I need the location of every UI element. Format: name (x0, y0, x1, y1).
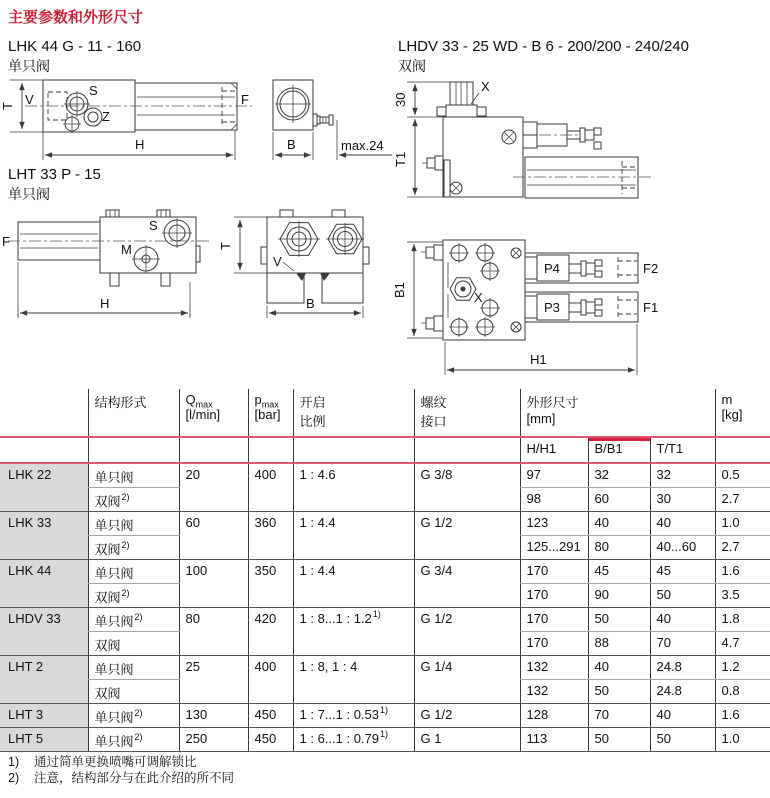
t-dim-cell: 45 (650, 559, 715, 583)
b-dim-cell: 40 (588, 511, 650, 535)
drawing-title-lhdv33: LHDV 33 - 25 WD - B 6 - 200/200 - 240/240 (398, 38, 689, 55)
footnote-2-num: 2) (8, 771, 20, 785)
qmax-cell: 25 (179, 655, 248, 703)
footnote-1-text: 通过简单更换喷嘴可调解锁比 (34, 755, 197, 769)
thread-cell: G 1 (414, 727, 520, 751)
header-structure (88, 389, 179, 437)
h-dim-cell: 97 (520, 463, 588, 487)
thread-cell: G 1/4 (414, 655, 520, 703)
port-label-m: M (121, 242, 132, 257)
subheader-hh1-label: H/H1 (526, 441, 557, 456)
t-dim-cell: 40 (650, 703, 715, 727)
t-dim-cell: 40 (650, 511, 715, 535)
subheader-hh1 (520, 437, 588, 463)
thread-cell: G 3/8 (414, 463, 520, 511)
dim-label-b: B (287, 137, 296, 152)
ratio-cell (293, 511, 414, 559)
type-cell-label: 单只阀 (94, 661, 134, 677)
port-label-s: S (89, 83, 98, 98)
header-pmax (248, 389, 293, 437)
type-cell (88, 559, 179, 583)
header-thread (414, 389, 520, 437)
h-dim-cell: 170 (520, 559, 588, 583)
mass-cell: 1.2 (715, 655, 770, 679)
type-cell (88, 607, 179, 631)
table-row (0, 559, 770, 583)
drawing-lhdv33-bottom (392, 240, 658, 375)
t-dim-cell: 50 (650, 727, 715, 751)
ratio-cell (293, 655, 414, 703)
mass-cell: 0.8 (715, 679, 770, 703)
table-row (0, 607, 770, 631)
drawing-title-lht33: LHT 33 P - 15 (8, 166, 101, 183)
type-cell (88, 727, 179, 751)
b-dim-cell: 32 (588, 463, 650, 487)
header-ratio-line2: 比例 (299, 414, 326, 429)
ratio-cell-label: 1 : 6...1 : 0.79 (299, 730, 379, 746)
type-cell (88, 703, 179, 727)
header-q-unit: [l/min] (185, 407, 221, 422)
pmax-cell: 420 (248, 607, 293, 655)
drawing-subtitle-lhk44: 单只阀 (8, 58, 50, 74)
port-label-x-bottom: X (474, 290, 483, 305)
mass-cell: 1.0 (715, 727, 770, 751)
model-cell: LHT 5 (0, 727, 88, 751)
type-cell-label: 单只阀 (94, 565, 134, 581)
type-cell-sup: 2) (134, 612, 143, 623)
header-thread-line2: 接口 (420, 414, 447, 429)
header-ratio-line1: 开启 (299, 395, 326, 410)
model-cell: LHDV 33 (0, 607, 88, 655)
ratio-cell-label: 1 : 7...1 : 0.53 (299, 706, 379, 722)
pmax-cell: 400 (248, 463, 293, 511)
mass-cell: 2.7 (715, 487, 770, 511)
subheader-bb1 (588, 437, 650, 463)
type-cell-label: 双阀 (94, 589, 121, 605)
dim-label-b: B (306, 296, 315, 311)
footnotes (8, 754, 234, 786)
b-dim-cell: 50 (588, 679, 650, 703)
h-dim-cell: 113 (520, 727, 588, 751)
pmax-cell: 360 (248, 511, 293, 559)
h-dim-cell: 170 (520, 631, 588, 655)
dim-label-b1: B1 (392, 282, 407, 298)
t-dim-cell: 30 (650, 487, 715, 511)
b-dim-cell: 60 (588, 487, 650, 511)
type-cell-label: 单只阀 (94, 709, 134, 725)
header-ratio (293, 389, 414, 437)
t-dim-cell: 50 (650, 583, 715, 607)
qmax-cell: 20 (179, 463, 248, 511)
port-label-f: F (2, 234, 10, 249)
t-dim-cell: 70 (650, 631, 715, 655)
type-cell (88, 631, 179, 655)
qmax-cell: 250 (179, 727, 248, 751)
type-cell-sup: 2) (134, 732, 143, 743)
subheader-spacer (179, 437, 248, 463)
ratio-cell (293, 463, 414, 511)
mass-cell: 1.0 (715, 511, 770, 535)
ratio-cell-sup: 1) (372, 609, 381, 620)
port-label-p3: P3 (544, 300, 560, 315)
ratio-cell-label: 1 : 4.6 (299, 467, 336, 482)
header-dims-unit: [mm] (526, 411, 556, 426)
port-label-f1: F1 (643, 300, 659, 315)
port-label-s: S (149, 218, 158, 233)
t-dim-cell: 32 (650, 463, 715, 487)
port-label-v: V (25, 92, 34, 107)
dim-label-h: H (100, 296, 110, 311)
dim-label-30: 30 (393, 92, 408, 107)
spec-table-body (0, 463, 770, 751)
pmax-cell: 400 (248, 655, 293, 703)
header-p-unit: [bar] (254, 407, 281, 422)
type-cell-label: 单只阀 (94, 613, 134, 629)
t-dim-cell: 40 (650, 607, 715, 631)
type-cell-label: 双阀 (94, 493, 121, 509)
thread-cell: G 1/2 (414, 703, 520, 727)
qmax-cell: 60 (179, 511, 248, 559)
type-cell (88, 535, 179, 559)
ratio-cell-label: 1 : 8...1 : 1.2 (299, 610, 372, 626)
type-cell-sup: 2) (121, 492, 130, 503)
h-dim-cell: 132 (520, 679, 588, 703)
h-dim-cell: 98 (520, 487, 588, 511)
header-qmax (179, 389, 248, 437)
mass-cell: 0.5 (715, 463, 770, 487)
h-dim-cell: 123 (520, 511, 588, 535)
drawing-subtitle-lht33: 单只阀 (8, 186, 50, 202)
header-mass-label: m (721, 392, 733, 407)
ratio-cell-sup: 1) (380, 705, 389, 716)
table-row (0, 511, 770, 535)
qmax-cell: 80 (179, 607, 248, 655)
type-cell (88, 487, 179, 511)
mass-cell: 1.8 (715, 607, 770, 631)
b-dim-cell: 40 (588, 655, 650, 679)
drawing-lht33 (2, 210, 369, 318)
drawing-title-lhk44: LHK 44 G - 11 - 160 (8, 38, 142, 55)
ratio-cell (293, 727, 414, 751)
dim-label-h1: H1 (530, 352, 547, 367)
type-cell-label: 双阀 (94, 637, 121, 653)
type-cell (88, 583, 179, 607)
table-row (0, 703, 770, 727)
model-cell: LHK 33 (0, 511, 88, 559)
model-cell: LHK 22 (0, 463, 88, 511)
b-dim-cell: 50 (588, 727, 650, 751)
pmax-cell: 450 (248, 703, 293, 727)
ratio-cell-sup: 1) (380, 729, 389, 740)
dim-label-max24: max.24 (341, 138, 384, 153)
type-cell-sup: 2) (121, 540, 130, 551)
ratio-cell-label: 1 : 8, 1 : 4 (299, 658, 358, 674)
drawing-subtitle-lhdv33: 双阀 (398, 58, 426, 74)
subheader-spacer (88, 437, 179, 463)
thread-cell: G 1/2 (414, 511, 520, 559)
h-dim-cell: 125...291 (520, 535, 588, 559)
mass-cell: 3.5 (715, 583, 770, 607)
subheader-spacer (414, 437, 520, 463)
b-dim-cell: 90 (588, 583, 650, 607)
page-title: 主要参数和外形尺寸 (8, 9, 144, 26)
thread-cell: G 1/2 (414, 607, 520, 655)
mass-cell: 4.7 (715, 631, 770, 655)
spec-table (0, 389, 770, 752)
type-cell (88, 511, 179, 535)
port-label-f2: F2 (643, 261, 659, 276)
type-cell-label: 双阀 (94, 685, 121, 701)
model-cell: LHK 44 (0, 559, 88, 607)
type-cell-sup: 2) (121, 588, 130, 599)
t-dim-cell: 24.8 (650, 679, 715, 703)
b-dim-cell: 70 (588, 703, 650, 727)
subheader-spacer (248, 437, 293, 463)
pmax-cell: 450 (248, 727, 293, 751)
type-cell-label: 单只阀 (94, 733, 134, 749)
ratio-cell-label: 1 : 4.4 (299, 514, 336, 530)
b-dim-cell: 45 (588, 559, 650, 583)
type-cell (88, 463, 179, 487)
dim-label-t: T (218, 242, 233, 250)
mass-cell: 1.6 (715, 703, 770, 727)
port-label-p4: P4 (544, 261, 560, 276)
model-cell: LHT 3 (0, 703, 88, 727)
h-dim-cell: 132 (520, 655, 588, 679)
h-dim-cell: 170 (520, 583, 588, 607)
subheader-tt1 (650, 437, 715, 463)
port-label-f: F (241, 92, 249, 107)
ratio-cell (293, 559, 414, 607)
footnote-2-text: 注意，结构部分与在此介绍的所不同 (34, 771, 235, 785)
b-dim-cell: 80 (588, 535, 650, 559)
h-dim-cell: 170 (520, 607, 588, 631)
table-row (0, 727, 770, 751)
subheader-bb1-label: B/B1 (594, 441, 623, 456)
type-cell-label: 单只阀 (94, 517, 134, 533)
mass-cell: 1.6 (715, 559, 770, 583)
footnote-1 (8, 754, 234, 770)
type-cell-label: 单只阀 (94, 470, 134, 485)
header-q-base: Q (185, 392, 196, 407)
ratio-cell-label: 1 : 4.4 (299, 562, 336, 578)
dim-label-t: T (0, 102, 15, 110)
header-q-sub: max (195, 399, 213, 410)
technical-drawings (0, 0, 770, 390)
table-row (0, 463, 770, 487)
subheader-spacer (293, 437, 414, 463)
pmax-cell: 350 (248, 559, 293, 607)
footnote-2 (8, 770, 234, 786)
type-cell (88, 679, 179, 703)
h-dim-cell: 128 (520, 703, 588, 727)
port-label-v: V (273, 254, 282, 269)
ratio-cell (293, 607, 414, 655)
mass-cell: 2.7 (715, 535, 770, 559)
footnote-1-num: 1) (8, 755, 20, 769)
port-label-z: Z (102, 109, 110, 124)
drawing-lhk44 (0, 80, 392, 160)
header-structure-label: 结构形式 (94, 395, 147, 410)
type-cell-label: 双阀 (94, 541, 121, 557)
qmax-cell: 100 (179, 559, 248, 607)
model-cell: LHT 2 (0, 655, 88, 703)
dim-label-t1: T1 (393, 151, 408, 167)
t-dim-cell: 24.8 (650, 655, 715, 679)
qmax-cell: 130 (179, 703, 248, 727)
table-header-row-main (0, 389, 770, 437)
table-header-row-sub (0, 437, 770, 463)
type-cell-sup: 2) (134, 708, 143, 719)
b-dim-cell: 88 (588, 631, 650, 655)
type-cell (88, 655, 179, 679)
ratio-cell (293, 703, 414, 727)
header-thread-line1: 螺纹 (420, 395, 447, 410)
b-dim-cell: 50 (588, 607, 650, 631)
subheader-tt1-label: T/T1 (656, 441, 684, 456)
t-dim-cell: 40...60 (650, 535, 715, 559)
drawing-lhdv33-side (393, 79, 652, 198)
thread-cell: G 3/4 (414, 559, 520, 607)
header-p-sub: max (261, 399, 279, 410)
subheader-spacer (715, 437, 770, 463)
port-label-x-top: X (481, 79, 490, 94)
header-dimensions (520, 389, 715, 437)
header-p-base: p (254, 392, 262, 407)
dim-label-h: H (135, 137, 145, 152)
header-dims-label: 外形尺寸 (526, 395, 579, 410)
header-mass (715, 389, 770, 437)
header-model-spacer (0, 389, 88, 437)
table-row (0, 655, 770, 679)
subheader-model-spacer (0, 437, 88, 463)
header-mass-unit: [kg] (721, 407, 743, 422)
